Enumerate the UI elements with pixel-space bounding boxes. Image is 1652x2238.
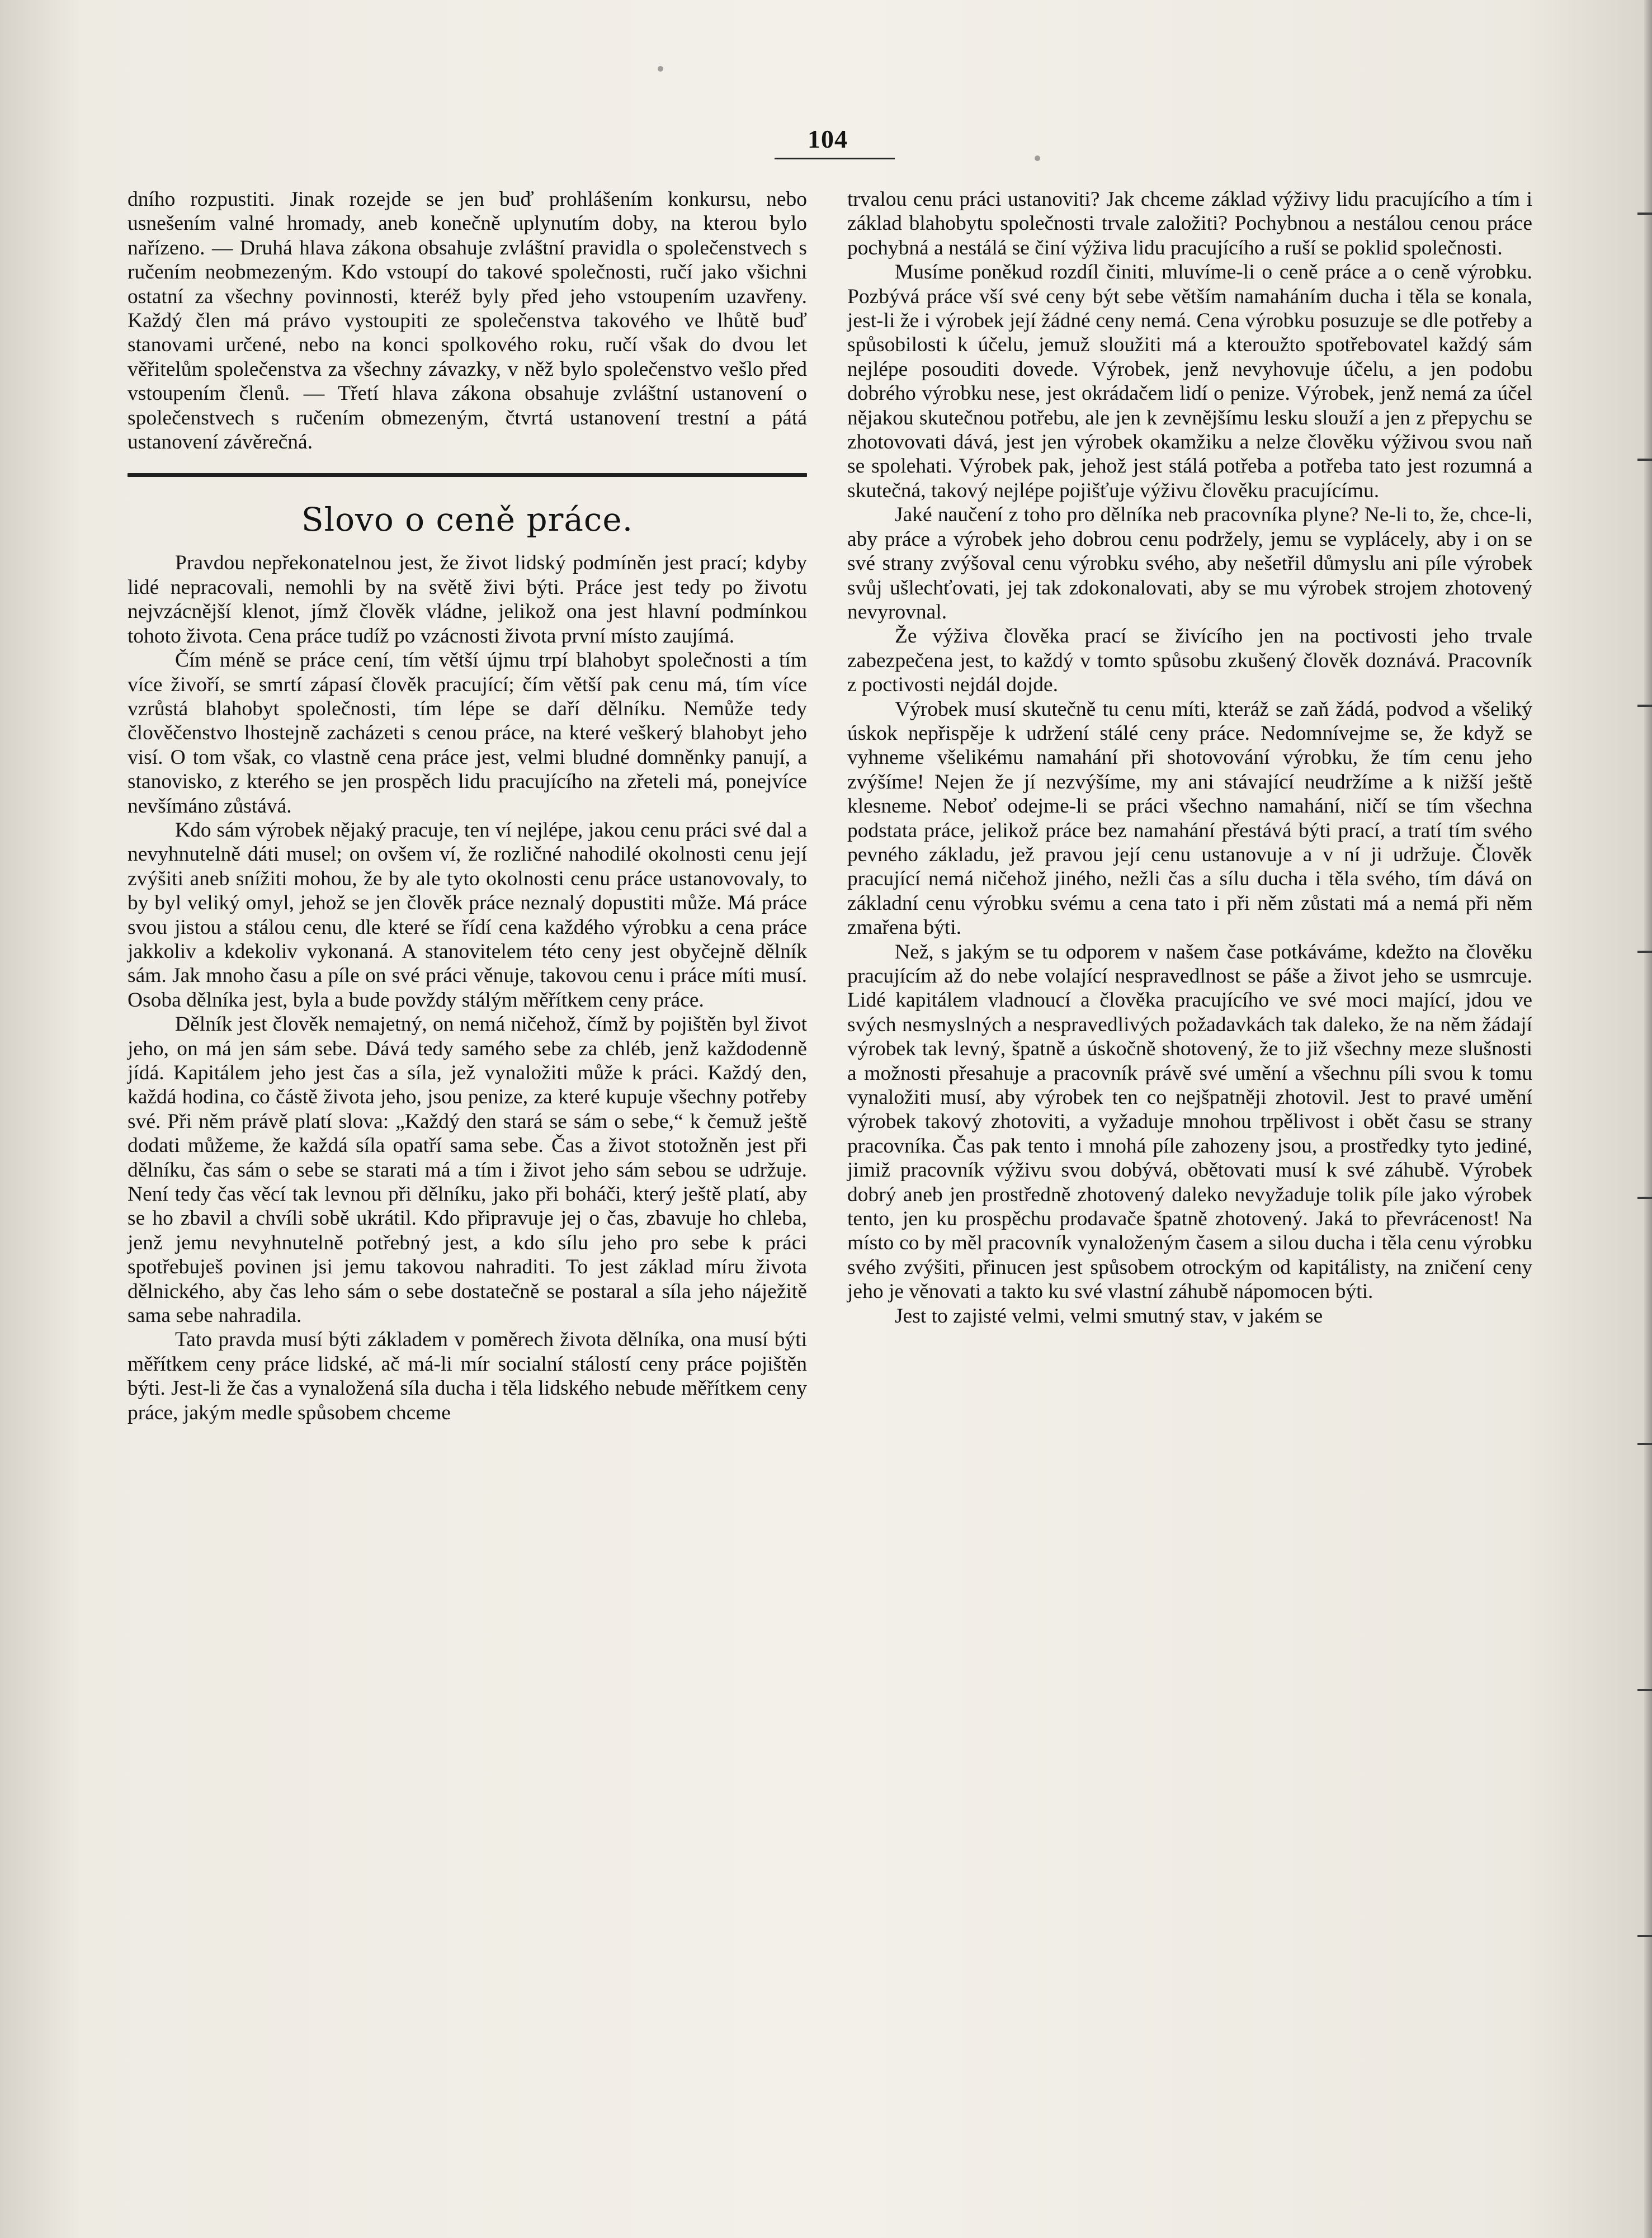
article-paragraph: trvalou cenu práci ustanoviti? Jak chceme základ výživy lidu pracujícího a tím i základ blahobytu společnosti trvale založiti? Pochybnou a nestálou cenou práce pochybná a nestálá se činí výživa lidu pracujícího a ruší se poklid společnosti. — [847, 188, 1532, 259]
article-paragraph: Čím méně se práce cení, tím větší újmu trpí blahobyt společnosti a tím více živoří, se smrtí zápasí člověk pracující; čím větší pak cenu má, tím více vzrůstá blahobyt společnosti, tím lépe se daří dělníku. Nemůže tedy člověčenstvo lhostejně zacházeti s cenou práce, na které veškerý blahobyt jeho visí. O tom však, co vlastně cena práce jest, velmi bludné domněnky panují, a stanovisko, z kterého se jen prospěch lidu pracujícího na zřeteli má, ponejvíce nevšímáno zůstává. — [128, 649, 807, 818]
scan-edge — [1644, 0, 1652, 2238]
scan-edge-tick — [1637, 1935, 1652, 1937]
article-paragraph: Jest to zajisté velmi, velmi smutný stav, v jakém se — [895, 1304, 1323, 1328]
scan-speck — [1035, 155, 1040, 161]
scan-edge-tick — [1637, 213, 1652, 215]
page-number: 104 — [808, 125, 848, 153]
right-column — [847, 187, 1532, 2216]
scan-edge-tick — [1637, 1443, 1652, 1445]
article-paragraph: Musíme poněkud rozdíl činiti, mluvíme-li o ceně práce a o ceně výrobku. Pozbývá práce vší své ceny být sebe větším namaháním ducha i těla se konala, jest-li že i výrobek její žádné ceny nemá. Cena výrobku posuzuje se dle potřeby a spůsobilosti k účelu, jemuž sloužiti má a kteroužto spotřebovatel každý sám nejlépe posouditi dovede. Výrobek, jenž nevyhovuje účelu, a jen podobu dobrého výrobku nese, jest okrádačem lidí o penize. Výrobek, jenž nemá za účel nějakou skutečnou potřebu, ale jen k zevnějšímu lesku slouží a jen z přepychu se zhotovovati dává, jest jen výrobek okamžiku a nelze člověku výživou svou naň se spolehati. Výrobek pak, jehož jest stálá potřeba a potřeba tato jest rozumná a skutečná, takový nejlépe pojišťuje výživu člověku pracujícímu. — [847, 261, 1532, 502]
scan-edge-tick — [1637, 951, 1652, 953]
article-paragraph: Pravdou nepřekonatelnou jest, že život lidský podmíněn jest prací; kdyby lidé nepracovali, nemohli by na světě živi býti. Práce jest tedy po životu nejvzácnější klenot, jímž člověk vládne, jelikož ona jest hlavní podmínkou tohoto života. Cena práce tudíž po vzácnosti života první místo zaujímá. — [128, 551, 807, 648]
article-paragraph: Dělník jest člověk nemajetný, on nemá ničehož, čímž by pojištěn byl život jeho, on má jen sám sebe. Dává tedy samého sebe za chléb, jenž každodenně jídá. Kapitálem jeho jest čas a síla, jež vynaložiti může k práci. Každý den, každá hodina, co částě života jeho, jsou penize, za které kupuje všechny potřeby své. Při něm právě platí slova: „Každý den stará se sám o sebe,“ k čemuž ještě dodati můžeme, že každá síla opatří sama sebe. Čas a život stotožněn jest při dělníku, čas sám o sebe se starati má a tím i život jeho sám sebou se udržuje. Není tedy čas věcí tak levnou při dělníku, jako při boháči, který ještě platí, aby se ho zbavil a chvíli sobě ukrátil. Kdo připravuje jej o čas, zbavuje ho chleba, jenž jemu nevyhnutelně potřebný jest, a kdo sílu jeho pro sebe k práci spotřebuješ povinen jsi jemu takovou nahraditi. To jest základ míru života dělnického, aby čas leho sám o sebe dostatečně se postaral a síla jeho náježitě sama sebe nahradila. — [128, 1013, 807, 1328]
scan-edge-tick — [1637, 1689, 1652, 1691]
article-paragraph: Než, s jakým se tu odporem v našem čase potkáváme, kdežto na člověku pracujícím až do nebe volající nespravedlnost se páše a život jeho se usmrcuje. Lidé kapitálem vladnoucí a člověka pracujícího ve své moci mající, jdou ve svých nesmyslných a nespravedlivých požadavkách tak daleko, že na něm žádají výrobek tak levný, špatně a úskočně shotovený, že to již všechny meze slušnosti a možnosti přesahuje a pracovník právě své umění a všechnu píli svou k tomu vynaložiti musí, aby výrobek ten co nejšpatněji zhotovil. Jest to pravé umění výrobek takový zhotoviti, a vyžaduje mnohou trpělivost i obět času se strany pracovníka. Čas pak tento i mnohá píle zahozeny jsou, a prostředky tyto jediné, jimiž pracovník výživu svou dobývá, obětovati musí k své záhubě. Výrobek dobrý aneb jen prostředně zhotovený daleko nevyžaduje tolik píle jako výrobek tento, jen ku prospěchu prodavače špatně zhotovený. Jaká to převrácenost! Na místo co by měl pracovník vynaloženým časem a silou ducha i těla cenu výrobku svého zvýšiti, přinucen jest spůsobem otrockým od kapitálisty, na zničení ceny jeho je věnovati a takto ku své vlastní záhubě nápomocen býti. — [847, 940, 1532, 1304]
continuation-paragraph: dního rozpustiti. Jinak rozejde se jen buď prohlášením konkursu, nebo usnešením valné hromady, aneb konečně uplynutím doby, na kterou bylo nařízeno. — Druhá hlava zákona obsahuje zvláštní pravidla o společenstvech s ručením neobmezeným. Kdo vstoupí do takové společnosti, ručí jako všichni ostatní za všechny povinnosti, kteréž byly před jeho vstoupením uzavřeny. Každý člen má právo vystoupiti ze společenstva takového ve lhůtě buď stanovami určené, nebo na konci spolkového roku, ručí však do dvou let věřitelům společenstva za všechny závazky, v něž bylo společenstvo vešlo před vstoupením členů. — Třetí hlava zákona obsahuje zvláštní ustanovení o společenstvech s ručením obmezeným, čtvrtá ustanovení trestní a pátá ustanovení závěrečná. — [128, 188, 807, 454]
scan-edge-tick — [1637, 705, 1652, 707]
article-paragraph: Kdo sám výrobek nějaký pracuje, ten ví nejlépe, jakou cenu práci své dal a nevyhnutelně dáti musel; on ovšem ví, že rozličné nahodilé okolnosti cenu její zvýšiti aneb snížiti mohou, že by ale tyto okolnosti cenu práce ustanovovaly, to by byl veliký omyl, jehož se jen člověk práce neznalý dopustiti může. Má práce svou jistou a stálou cenu, dle které se řídí cena každého výrobku a cena práce jakkoliv a kdekoliv vykonaná. A stanovitelem této ceny jest obyčejně dělník sám. Jak mnoho času a píle on své práci věnuje, takovou cenu i práce míti musí. Osoba dělníka jest, byla a bude povždy stálým měřítkem ceny práce. — [128, 818, 807, 1012]
section-divider — [128, 473, 807, 477]
scan-speck — [658, 66, 663, 72]
left-column — [128, 187, 807, 2216]
page-number-rule — [775, 158, 895, 159]
scan-edge-tick — [1637, 1197, 1652, 1199]
article-paragraph: Výrobek musí skutečně tu cenu míti, kteráž se zaň žádá, podvod a všeliký úskok nepřispěje k udržení stálé ceny práce. Nedomnívejme se, že když se vyhneme všelikému namahání při shotovování výrobku, že tím cenu jeho zvýšíme! Nejen že jí nezvýšíme, my ani stávající neudržíme a k nižší ještě klesneme. Neboť odejme-li se práci všechno namahání, ničí se tím všechna podstata práce, jelikož práce bez namahání přestává býti prací, a tratí tím svého pevného základu, jež pravou její cenu ustanovuje a v ní ji udržuje. Člověk pracující nemá ničehož jiného, nežli čas a sílu ducha i těla svého, tím dává on základní cenu výrobku svému a cena tato i při něm zůstati má a nemá při něm zmařena býti. — [847, 697, 1532, 939]
article-paragraph: Tato pravda musí býti základem v poměrech života dělníka, ona musí býti měřítkem ceny práce lidské, ač má-li mír socialní stálostí ceny práce pojištěn býti. Jest-li že čas a vynaložená síla ducha i těla lidského nebude měřítkem ceny práce, jakým medle spůsobem chceme — [128, 1328, 807, 1424]
article-paragraph: Jaké naučení z toho pro dělníka neb pracovníka plyne? Ne-li to, že, chce-li, aby práce a výrobek jeho dobrou cenu podržely, jemu se vyplácely, aby i on se své strany zvýšoval cenu výrobku svého, aby nešetřil důmyslu ani píle výrobek svůj ušlechťovati, jej tak zdokonalovati, aby se mu výrobek strojem zhotovený nevyrovnal. — [847, 503, 1532, 624]
article-paragraph: Že výživa člověka prací se živícího jen na poctivosti jeho trvale zabezpečena jest, to každý v tomto spůsobu zkušený člověk doznává. Pracovník z poctivosti nejdál dojde. — [847, 625, 1532, 697]
article-title: Slovo o ceně práce. — [301, 501, 634, 539]
scan-edge-tick — [1637, 459, 1652, 461]
